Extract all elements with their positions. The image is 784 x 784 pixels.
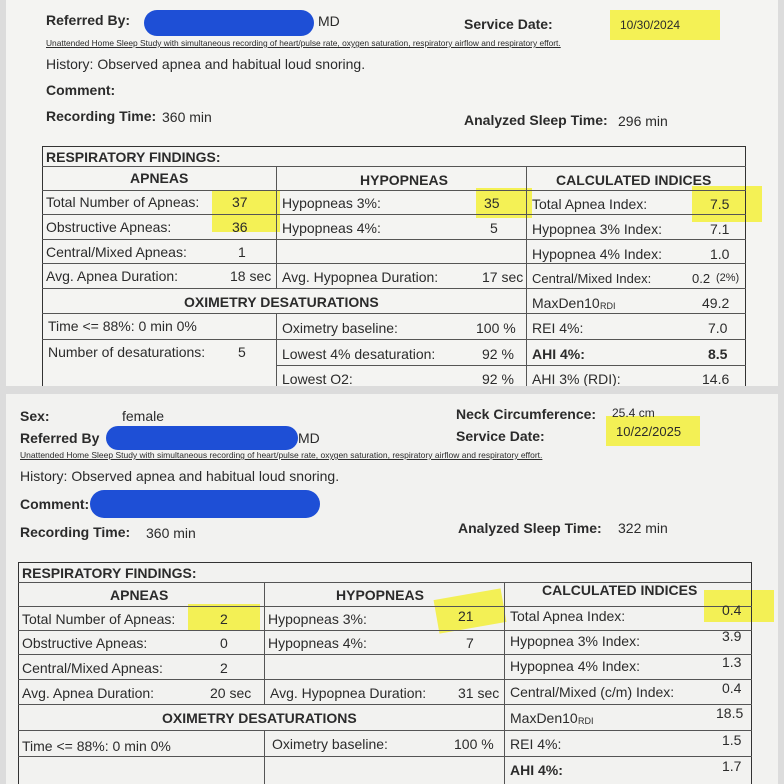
hypopnea-label: Hypopneas 3%: <box>282 195 381 211</box>
oximetry-label: Time <= 88%: 0 min 0% <box>22 738 171 754</box>
indices-header: CALCULATED INDICES <box>556 172 712 188</box>
apnea-value: 1 <box>238 244 246 260</box>
oximetry-value: 5 <box>238 344 246 360</box>
hypopnea-value: 31 sec <box>458 685 500 701</box>
referred-by-label: Referred By <box>20 430 100 446</box>
referred-by-suffix: MD <box>298 430 320 446</box>
index-value: 0.4 <box>722 680 742 696</box>
analyzed-sleep-value: 296 min <box>618 113 668 129</box>
report-2024 <box>6 0 778 386</box>
neck-label: Neck Circumference: <box>456 406 597 422</box>
index-value: 0.2 <box>692 271 711 286</box>
index-label: MaxDen10 <box>532 295 600 311</box>
hypopnea-value: 35 <box>484 195 500 211</box>
oximetry-value: 92 % <box>482 371 514 386</box>
apnea-value: 0 <box>220 635 228 651</box>
hypopnea-value: 21 <box>458 608 474 624</box>
service-date-value: 10/22/2025 <box>616 424 682 439</box>
oximetry-value: 92 % <box>482 346 514 362</box>
referred-by-suffix: MD <box>318 13 340 29</box>
redaction-scribble <box>144 10 314 36</box>
index-label: AHI 4%: <box>510 762 563 778</box>
index-label: Total Apnea Index: <box>510 608 626 624</box>
index-label: Hypopnea 4% Index: <box>510 658 640 674</box>
indices-header: CALCULATED INDICES <box>542 582 698 598</box>
findings-title: RESPIRATORY FINDINGS: <box>46 149 221 165</box>
apnea-label: Avg. Apnea Duration: <box>46 268 179 284</box>
sex-label: Sex: <box>20 408 50 424</box>
index-subscript: RDI <box>600 301 616 311</box>
analyzed-sleep-value: 322 min <box>618 520 668 536</box>
oximetry-label: Time <= 88%: 0 min 0% <box>48 318 197 334</box>
sex-value: female <box>122 408 165 424</box>
oximetry-header: OXIMETRY DESATURATIONS <box>162 710 357 726</box>
history-text: History: Observed apnea and habitual loud snoring. <box>20 468 340 484</box>
index-label: Hypopnea 3% Index: <box>532 221 662 237</box>
index-label: Hypopnea 3% Index: <box>510 633 640 649</box>
oximetry-value: 100 % <box>454 736 494 752</box>
index-label: REI 4%: <box>510 736 562 752</box>
apnea-value: 37 <box>232 194 248 210</box>
index-label: AHI 4%: <box>532 346 585 362</box>
hypopnea-value: 7 <box>466 635 474 651</box>
oximetry-value: 100 % <box>476 320 516 336</box>
redaction-scribble <box>106 426 298 450</box>
apneas-header: APNEAS <box>130 170 189 186</box>
oximetry-label: Oximetry baseline: <box>272 736 388 752</box>
analyzed-sleep-label: Analyzed Sleep Time: <box>464 112 608 128</box>
recording-time-value: 360 min <box>162 109 212 125</box>
index-value: 49.2 <box>702 295 730 311</box>
apnea-value: 2 <box>220 611 228 627</box>
findings-title: RESPIRATORY FINDINGS: <box>22 565 197 581</box>
comment-label: Comment: <box>46 82 116 98</box>
referred-by-label: Referred By: <box>46 12 131 28</box>
analyzed-sleep-label: Analyzed Sleep Time: <box>458 520 602 536</box>
apnea-value: 36 <box>232 219 248 235</box>
apnea-label: Central/Mixed Apneas: <box>22 660 163 676</box>
hypopnea-label: Avg. Hypopnea Duration: <box>282 269 439 285</box>
index-label: Total Apnea Index: <box>532 196 648 212</box>
apnea-label: Avg. Apnea Duration: <box>22 685 155 701</box>
oximetry-header: OXIMETRY DESATURATIONS <box>184 294 379 310</box>
hypopnea-label: Hypopneas 4%: <box>282 220 381 236</box>
hypopnea-label: Hypopneas 3%: <box>268 611 367 627</box>
apnea-label: Total Number of Apneas: <box>46 194 200 210</box>
service-date-label: Service Date: <box>464 16 553 32</box>
recording-time-label: Recording Time: <box>46 108 157 124</box>
index-value: 8.5 <box>708 346 728 362</box>
comment-label: Comment: <box>20 496 90 512</box>
index-value: 0.4 <box>722 602 742 618</box>
oximetry-label: Lowest O2: <box>282 371 353 386</box>
index-label: Central/Mixed Index: <box>532 271 652 286</box>
index-value: 1.5 <box>722 732 742 748</box>
index-value: 18.5 <box>716 705 744 721</box>
oximetry-label: Oximetry baseline: <box>282 320 398 336</box>
index-value: 7.1 <box>710 221 730 237</box>
index-extra: (2%) <box>716 272 740 284</box>
history-text: History: Observed apnea and habitual loud snoring. <box>46 56 366 72</box>
index-label: AHI 3% (RDI): <box>532 371 621 386</box>
hypopneas-header: HYPOPNEAS <box>360 172 448 188</box>
hypopneas-header: HYPOPNEAS <box>336 587 424 603</box>
hypopnea-label: Hypopneas 4%: <box>268 635 367 651</box>
index-subscript: RDI <box>578 716 594 726</box>
hypopnea-value: 17 sec <box>482 269 524 285</box>
apnea-label: Total Number of Apneas: <box>22 611 176 627</box>
study-description: Unattended Home Sleep Study with simultaneous recording of heart/pulse rate, oxygen saturation, respiratory airflow and respiratory effort. <box>46 38 561 48</box>
hypopnea-label: Avg. Hypopnea Duration: <box>270 685 427 701</box>
hypopnea-value: 5 <box>490 220 498 236</box>
apnea-value: 20 sec <box>210 685 252 701</box>
index-value: 7.5 <box>710 196 730 212</box>
oximetry-label: Lowest 4% desaturation: <box>282 346 436 362</box>
index-label: REI 4%: <box>532 320 584 336</box>
index-label: MaxDen10 <box>510 710 578 726</box>
index-label: Central/Mixed (c/m) Index: <box>510 684 675 700</box>
apnea-label: Obstructive Apneas: <box>22 635 148 651</box>
index-value: 14.6 <box>702 371 730 386</box>
index-value: 1.7 <box>722 758 742 774</box>
recording-time-label: Recording Time: <box>20 524 131 540</box>
service-date-label: Service Date: <box>456 428 545 444</box>
neck-value: 25.4 cm <box>612 406 655 420</box>
apneas-header: APNEAS <box>110 587 169 603</box>
apnea-value: 2 <box>220 660 228 676</box>
redaction-scribble <box>90 490 320 518</box>
service-date-value: 10/30/2024 <box>620 18 681 32</box>
apnea-label: Obstructive Apneas: <box>46 219 172 235</box>
index-value: 3.9 <box>722 628 742 644</box>
recording-time-value: 360 min <box>146 525 196 541</box>
study-description: Unattended Home Sleep Study with simultaneous recording of heart/pulse rate, oxygen saturation, respiratory airflow and respiratory effort. <box>20 450 543 460</box>
oximetry-label: Number of desaturations: <box>48 344 206 360</box>
index-value: 7.0 <box>708 320 728 336</box>
index-value: 1.3 <box>722 654 742 670</box>
report-2025 <box>6 394 778 784</box>
index-label: Hypopnea 4% Index: <box>532 246 662 262</box>
index-value: 1.0 <box>710 246 730 262</box>
apnea-value: 18 sec <box>230 268 272 284</box>
apnea-label: Central/Mixed Apneas: <box>46 244 187 260</box>
